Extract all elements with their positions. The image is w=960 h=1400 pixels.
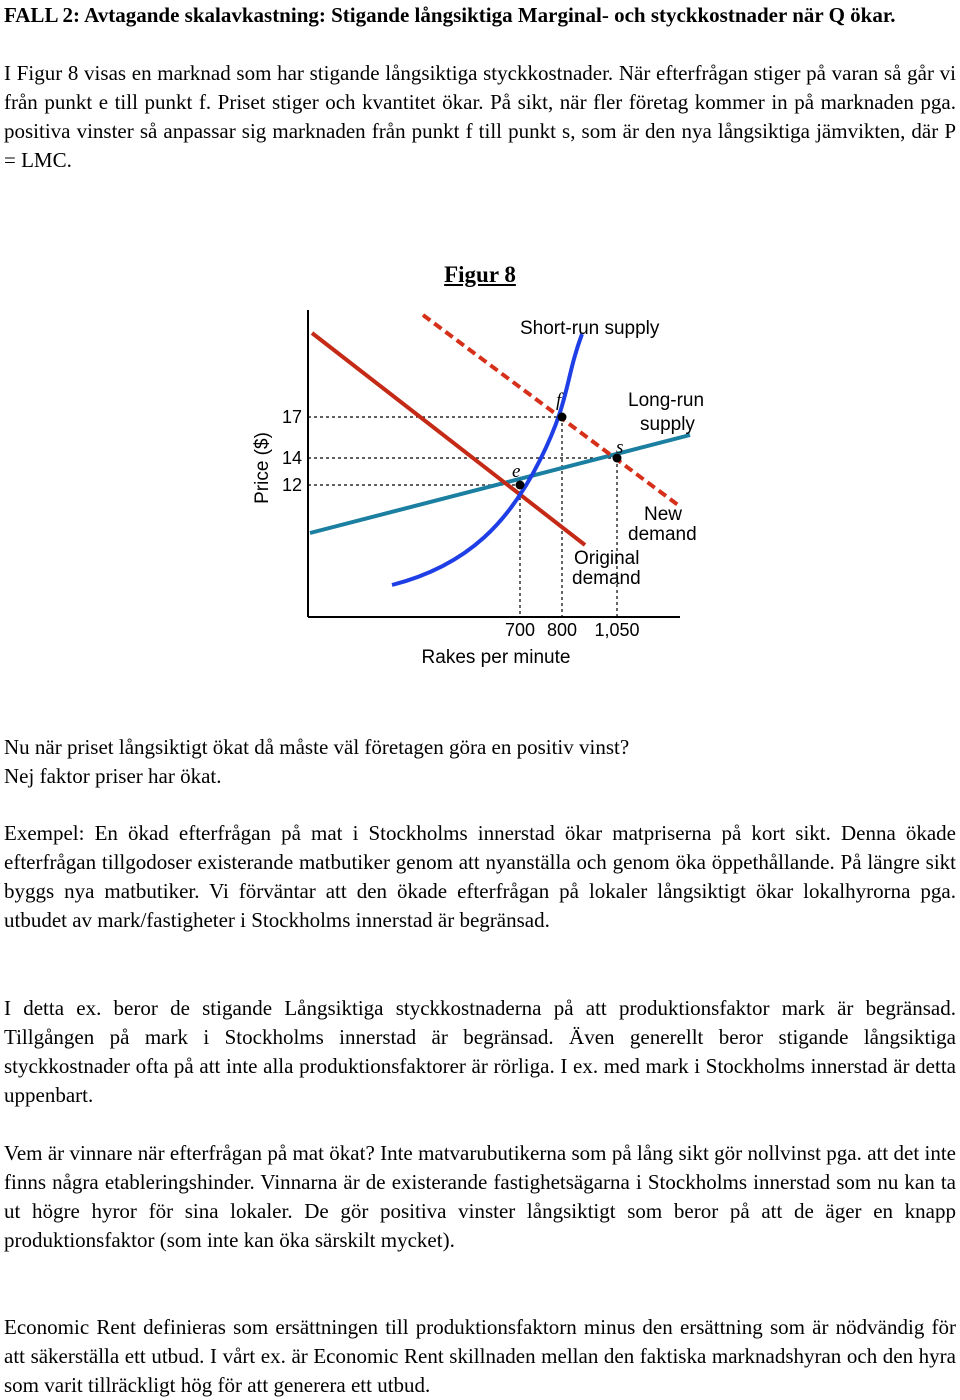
label-original-demand-1: Original [574, 548, 640, 569]
y-tick-17: 17 [281, 407, 302, 427]
original-demand-line [312, 333, 585, 545]
x-tick-800: 800 [546, 620, 578, 640]
intro-paragraph: I Figur 8 visas en marknad som har stigande långsiktiga styckkostnader. När efterfrågan stiger på varan så går vi från punkt e till punkt f. Priset stiger och kvantitet ökar. På sikt, när fler företag kommer in på marknaden pga. positiva vinster så anpassar sig marknaden från punkt f till punkt s, som är den nya långsiktiga jämvikten, där P = LMC. [4, 61, 956, 172]
label-new-demand-2: demand [628, 524, 697, 545]
short-run-supply-curve [392, 334, 582, 585]
label-long-run-supply-1: Long-run [628, 390, 705, 411]
paragraph-example: Exempel: En ökad efterfrågan på mat i Stockholms innerstad ökar matpriserna på kort sikt. Denna ökade efterfrågan tillgodoser existerande matbutiker genom att nyanställa och genom öka öppethållande. På längre sikt byggs nya matbutiker. Vi förväntar att den ökade efterfrågan på lokaler långsiktigt ökar lokalhyrorna pga. utbudet av mark/fastigheter i Stockholms innerstad är begränsad. [4, 821, 956, 932]
label-long-run-supply-2: supply [640, 414, 695, 435]
y-tick-14: 14 [281, 448, 302, 468]
x-tick-700: 700 [504, 620, 536, 640]
paragraph-question: Nu när priset långsiktigt ökat då måste väl företagen göra en positiv vinst? [4, 735, 630, 759]
y-tick-12: 12 [281, 475, 302, 495]
label-short-run-supply: Short-run supply [520, 318, 660, 339]
supply-demand-chart [240, 300, 720, 680]
paragraph-economic-rent: Economic Rent definieras som ersättningen till produktionsfaktorn minus den ersättning som är nödvändig för att säkerställa ett utbud. I vårt ex. är Economic Rent skillnaden mellan den faktiska marknadshyran och den hyra som varit tillräckligt hög för att generera ett utbud. [4, 1315, 956, 1397]
label-new-demand-1: New [644, 504, 683, 525]
x-tick-1050: 1,050 [594, 620, 640, 640]
label-original-demand-2: demand [572, 568, 641, 589]
section-heading: FALL 2: Avtagande skalavkastning: Stigande långsiktiga Marginal- och styckkostnader när Q ökar. [4, 3, 896, 27]
point-label-s: s [616, 437, 624, 458]
paragraph-winners: Vem är vinnare när efterfrågan på mat ökat? Inte matvarubutikerna som på lång sikt gör nollvinst pga. att det inte finns några etableringshinder. Vinnarna är de existerande fastighetsägarna i Stockholms innerstad som nu kan ta ut högre hyror för sina lokaler. De gör positiva vinster långsiktigt som beror på att de äger en knapp produktionsfaktor (som inte kan öka särskilt mycket). [4, 1141, 956, 1252]
point-f [558, 413, 567, 422]
y-axis-label: Price ($) [252, 432, 273, 504]
figure-title: Figur 8 [444, 262, 516, 287]
paragraph-answer: Nej faktor priser har ökat. [4, 764, 222, 788]
point-label-e: e [512, 461, 521, 482]
point-label-f: f [556, 390, 562, 411]
paragraph-explanation: I detta ex. beror de stigande Långsiktiga styckkostnaderna på att produktionsfaktor mark är begränsad. Tillgången på mark i Stockholms innerstad är begränsad. Även generellt beror stigande långsiktiga styckkostnader ofta på att inte alla produktionsfaktorer är rörliga. I ex. med mark i Stockholms innerstad är detta uppenbart. [4, 996, 956, 1107]
x-axis-label: Rakes per minute [421, 647, 571, 668]
